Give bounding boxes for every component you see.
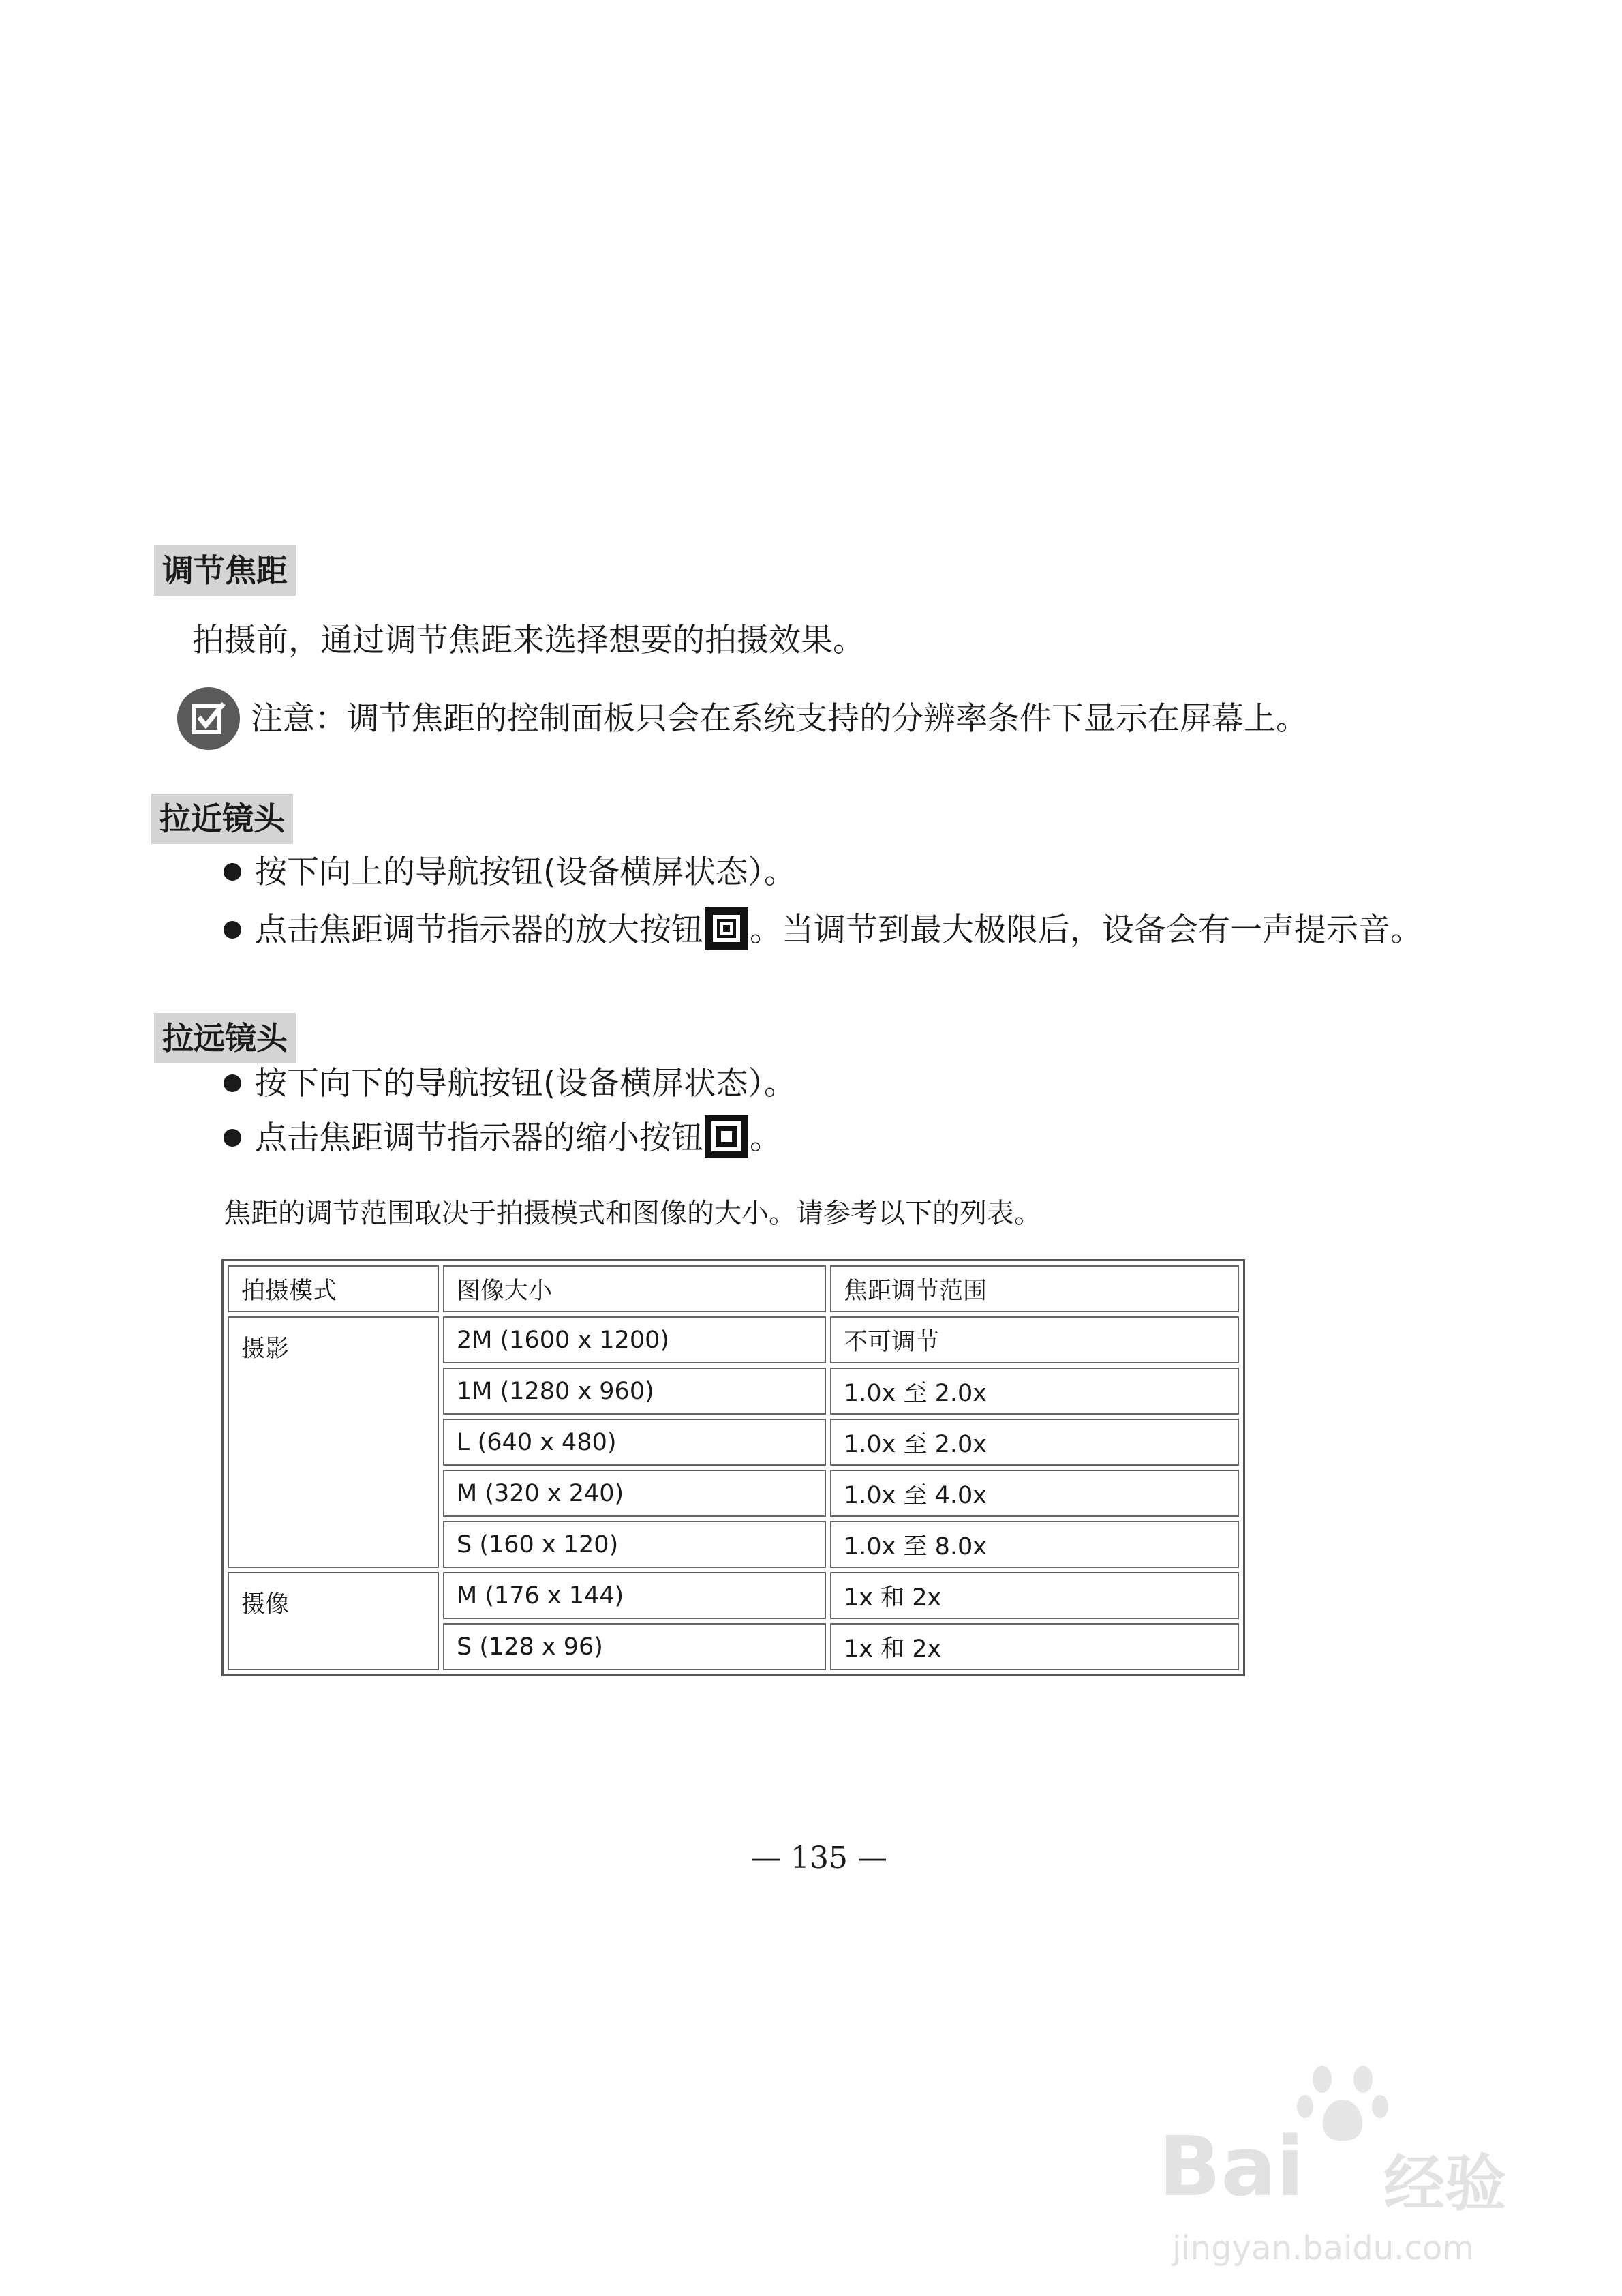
zoom-out-bullet-2 [224, 1115, 782, 1162]
focus-note-text: 注意：调节焦距的控制面板只会在系统支持的分辨率条件下显示在屏幕上。 [251, 700, 1308, 738]
table-row [228, 1572, 1239, 1619]
table-header-row [228, 1265, 1239, 1312]
table-header-cell: 焦距调节范围 [830, 1265, 1239, 1312]
zoom-out-bullet-1 [224, 1060, 796, 1108]
zoom-out-bullet-2-text-a: 点击焦距调节指示器的缩小按钮 [255, 1119, 703, 1157]
table-cell-size: 2M (1600 x 1200) [443, 1316, 826, 1363]
range-intro-text: 焦距的调节范围取决于拍摄模式和图像的大小。请参考以下的列表。 [224, 1198, 1041, 1229]
table-header-cell: 图像大小 [443, 1265, 826, 1312]
page-number: — 135 — [751, 1841, 887, 1875]
table-cell-size: S (128 x 96) [443, 1623, 826, 1670]
section-title-zoom-in: 拉近镜头 [151, 794, 293, 844]
table-cell-range: 1.0x 至 4.0x [830, 1470, 1239, 1517]
table-cell-size: M (176 x 144) [443, 1572, 826, 1619]
bullet-icon [224, 1074, 241, 1092]
bullet-icon [224, 863, 241, 881]
table-cell-range: 1.0x 至 8.0x [830, 1521, 1239, 1568]
zoom-in-bullet-1 [224, 849, 796, 896]
watermark-brand: Bai [1159, 2120, 1304, 2215]
focus-intro-text: 拍摄前，通过调节焦距来选择想要的拍摄效果。 [192, 622, 865, 659]
zoom-in-bullet-2-text-b: 。当调节到最大极限后，设备会有一声提示音。 [750, 911, 1422, 949]
table-mode-cell-photo: 摄影 [228, 1316, 439, 1568]
zoom-out-icon [705, 1115, 748, 1158]
section-title-focus: 调节焦距 [154, 545, 296, 596]
bullet-icon [224, 1129, 241, 1147]
table-cell-size: M (320 x 240) [443, 1470, 826, 1517]
zoom-out-bullet-2-text-b: 。 [750, 1119, 782, 1157]
paw-icon [1295, 2059, 1390, 2147]
zoom-out-bullet-1-text: 按下向下的导航按钮(设备横屏状态）。 [255, 1065, 796, 1102]
zoom-in-icon [705, 907, 748, 950]
zoom-in-bullet-1-text: 按下向上的导航按钮(设备横屏状态）。 [255, 854, 796, 891]
table-cell-range: 1.0x 至 2.0x [830, 1368, 1239, 1415]
section-title-zoom-out: 拉远镜头 [154, 1013, 296, 1063]
table-cell-range: 1x 和 2x [830, 1572, 1239, 1619]
table-row [228, 1316, 1239, 1363]
zoom-in-bullet-2 [224, 907, 1422, 954]
table-cell-size: 1M (1280 x 960) [443, 1368, 826, 1415]
table-cell-range: 1.0x 至 2.0x [830, 1419, 1239, 1466]
table-cell-size: L (640 x 480) [443, 1419, 826, 1466]
watermark [1159, 2059, 1567, 2267]
table-cell-range: 不可调节 [830, 1316, 1239, 1363]
table-header-cell: 拍摄模式 [228, 1265, 439, 1312]
watermark-url: jingyan.baidu.com [1172, 2229, 1474, 2267]
table-cell-size: S (160 x 120) [443, 1521, 826, 1568]
table-cell-range: 1x 和 2x [830, 1623, 1239, 1670]
watermark-brand-suffix: 经验 [1383, 2148, 1506, 2220]
bullet-icon [224, 921, 241, 939]
table-mode-cell-video: 摄像 [228, 1572, 439, 1670]
note-checkbox-icon [177, 687, 240, 750]
focus-range-table [221, 1259, 1245, 1676]
zoom-in-bullet-2-text-a: 点击焦距调节指示器的放大按钮 [255, 911, 703, 949]
